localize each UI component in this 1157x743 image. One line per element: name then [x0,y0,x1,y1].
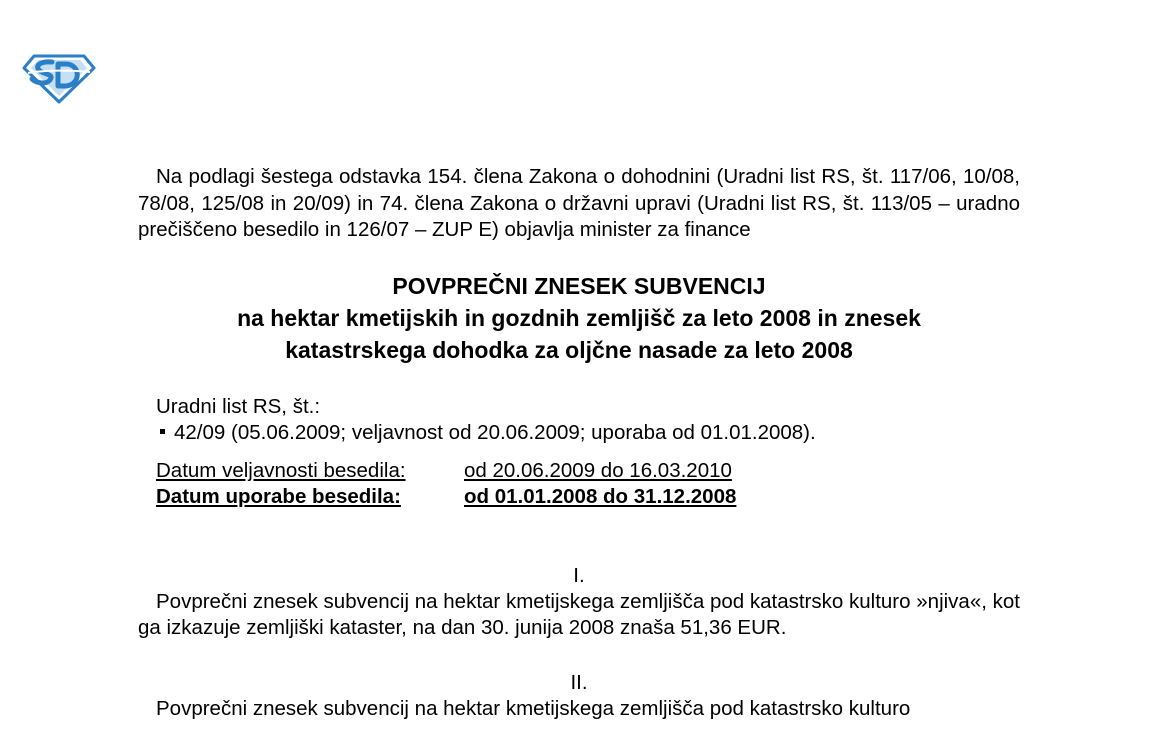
section-number: II. [570,670,588,694]
logo [22,50,96,104]
validity-row [156,458,1020,484]
validity-label: Datum veljavnosti besedila: [156,458,406,482]
validity-value: od 20.06.2009 do 16.03.2010 [464,458,732,482]
gazette-info [156,394,1020,447]
section-2 [138,670,1020,723]
section-number: I. [573,563,585,587]
sd-logo-emblem [22,50,96,104]
document-title [138,270,1020,366]
title-line-2: na hektar kmetijskih in gozdnih zemljišč za leto 2008 in znesek [237,304,921,331]
use-row [156,484,1020,510]
intro-paragraph: Na podlagi šestega odstavka 154. člena Zakona o dohodnini (Uradni list RS, št. 117/06, 10/08, 78/08, 125/08 in 20/09) in 74. člena Zakona o državni upravi (Uradni list RS, št. 113/05 – uradno prečiščeno besedilo in 126/07 – ZUP E) objavlja minister za finance [138,165,1020,241]
document-body [138,164,1020,722]
bullet-icon [160,429,165,434]
date-info [156,458,1020,510]
use-value: od 01.01.2008 do 31.12.2008 [464,484,737,508]
section-text: Povprečni znesek subvencij na hektar kmetijskega zemljišča pod katastrsko kulturo [156,696,911,720]
title-line-3: katastrskega dohodka za oljčne nasade za leto 2008 [285,336,853,363]
gazette-entry [156,420,1020,447]
section-text: Povprečni znesek subvencij na hektar kmetijskega zemljišča pod katastrsko kulturo »njiva«, kot ga izkazuje zemljiški kataster, na dan 30. junija 2008 znaša 51,36 EUR. [138,589,1020,639]
use-label: Datum uporabe besedila: [156,484,401,508]
section-1 [138,563,1020,642]
gazette-entry-text: 42/09 (05.06.2009; veljavnost od 20.06.2009; uporaba od 01.01.2008). [174,421,816,444]
title-line-1: POVPREČNI ZNESEK SUBVENCIJ [392,272,766,299]
gazette-label: Uradni list RS, št.: [156,394,321,418]
